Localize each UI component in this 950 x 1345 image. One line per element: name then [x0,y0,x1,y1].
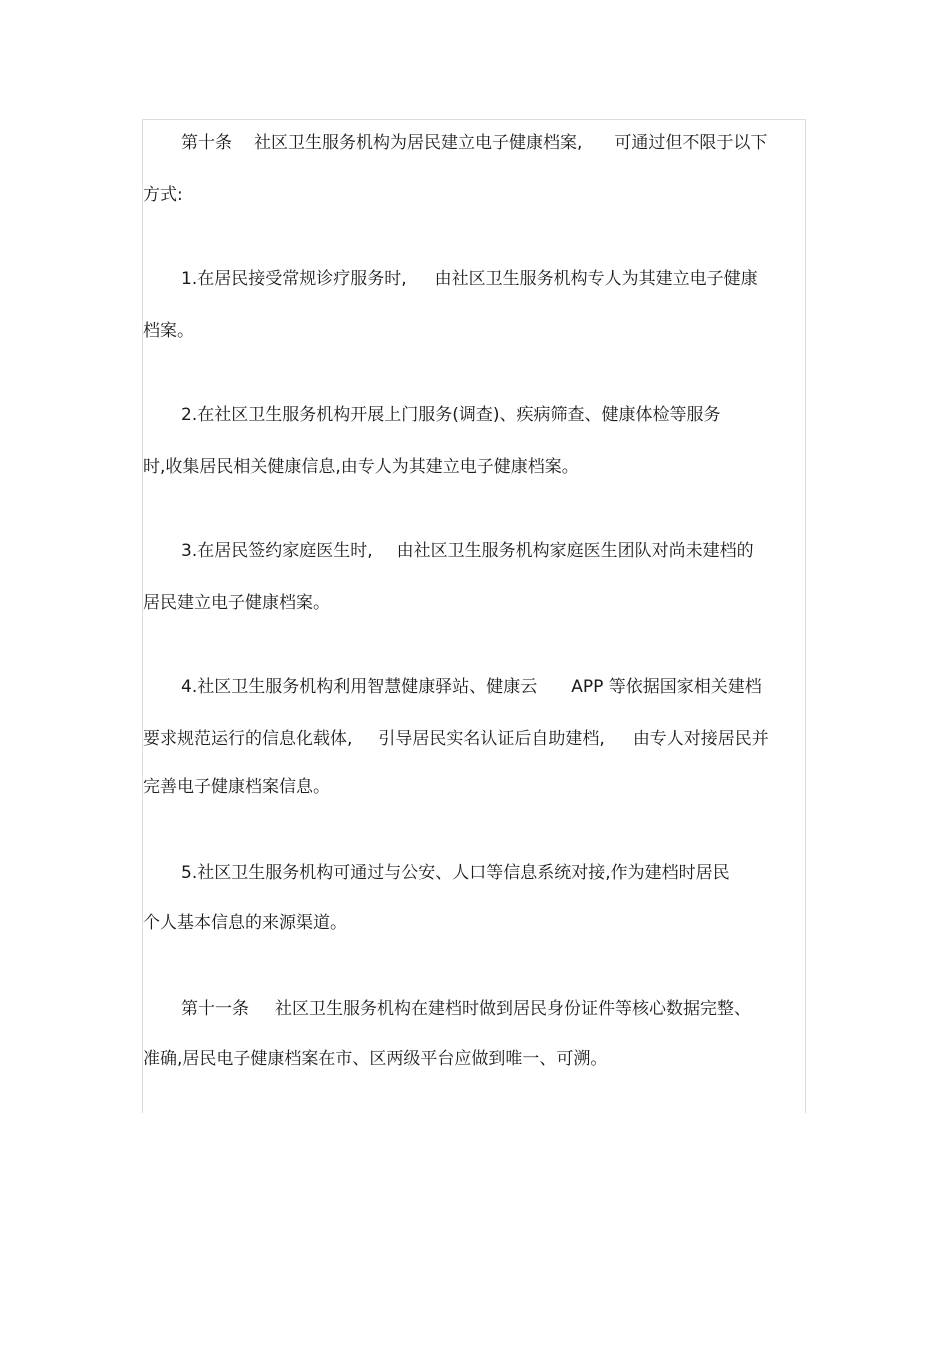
article-11-label: 第十一条 [181,999,249,1019]
item-2-line-2: 时,收集居民相关健康信息,由专人为其建立电子健康档案。 [143,457,579,477]
item-4-line-1 [181,676,803,698]
article-10-label: 第十条 [181,133,232,153]
article-11-line-2: 准确,居民电子健康档案在市、区两级平台应做到唯一、可溯。 [143,1049,608,1069]
article-11-line-1 [181,998,803,1020]
item-5-line-2: 个人基本信息的来源渠道。 [143,913,347,933]
item-3-line-1 [181,540,803,562]
item-4-line-3: 完善电子健康档案信息。 [143,777,330,797]
item-3-line-2: 居民建立电子健康档案。 [143,593,330,613]
item-5-line-1: 5.社区卫生服务机构可通过与公安、人口等信息系统对接,作为建档时居民 [181,863,730,883]
item-4-text-a: 4.社区卫生服务机构利用智慧健康驿站、健康云 [181,677,538,697]
item-1-line-2: 档案。 [143,321,194,341]
item-4-text-d: 引导居民实名认证后自助建档, [378,729,605,749]
item-3-text-b: 由社区卫生服务机构家庭医生团队对尚未建档的 [396,541,754,561]
article-10-line-1 [181,132,803,154]
item-3-text-a: 3.在居民签约家庭医生时, [181,541,373,561]
item-4-line-2 [143,728,803,750]
item-4-text-b: APP 等依据国家相关建档 [571,677,762,697]
item-2-line-1: 2.在社区卫生服务机构开展上门服务(调查)、疾病筛查、健康体检等服务 [181,405,721,425]
item-4-text-e: 由专人对接居民并 [632,729,769,749]
article-10-text-b: 可通过但不限于以下 [614,133,768,153]
article-10-text-a: 社区卫生服务机构为居民建立电子健康档案, [254,133,583,153]
item-4-text-c: 要求规范运行的信息化载体, [143,729,353,749]
article-10-line-2: 方式: [143,185,183,205]
item-1-text-a: 1.在居民接受常规诊疗服务时, [181,269,407,289]
item-1-text-b: 由社区卫生服务机构专人为其建立电子健康 [434,269,758,289]
item-1-line-1 [181,268,803,290]
article-11-text-a: 社区卫生服务机构在建档时做到居民身份证件等核心数据完整、 [275,999,751,1019]
